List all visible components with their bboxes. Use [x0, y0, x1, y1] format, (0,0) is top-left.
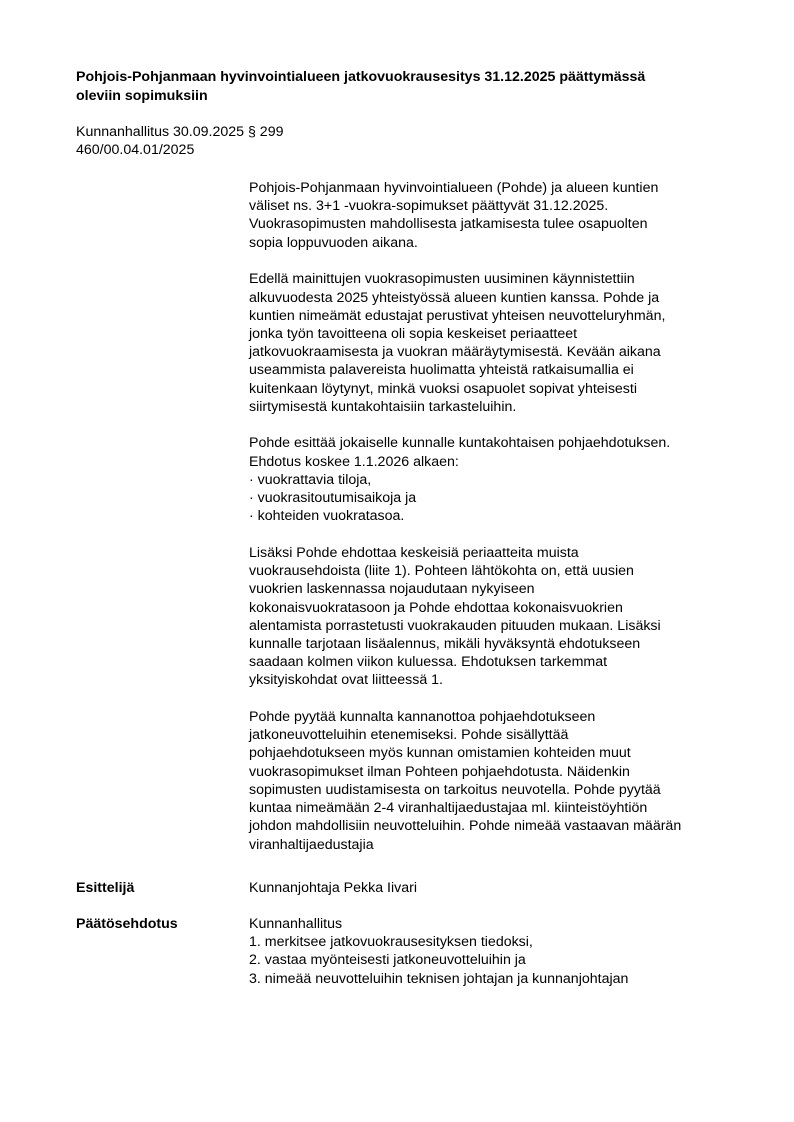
- paragraph-line: Edellä mainittujen vuokrasopimusten uusiminen käynnistettiin: [249, 271, 635, 288]
- list-item: · kohteiden vuokratasoa.: [249, 508, 405, 525]
- paragraph-line: kuntaa nimeämään 2-4 viranhaltijaedustajaa ml. kiinteistöyhtiön: [249, 800, 648, 817]
- paragraph-line: Ehdotus koskee 1.1.2026 alkaen:: [249, 453, 459, 470]
- paragraph-terms: [249, 544, 749, 690]
- meeting-meta: [76, 123, 283, 159]
- proposal-item: 1. merkitsee jatkovuokrausesityksen tiedoksi,: [249, 934, 533, 951]
- paragraph-line: vuokrausehdoista (liite 1). Pohteen lähtökohta on, että uusien: [249, 563, 634, 580]
- paragraph-line: sopia loppuvuoden aikana.: [249, 234, 418, 251]
- presenter-value: Kunnanjohtaja Pekka Iivari: [249, 880, 417, 896]
- paragraph-intro: [249, 179, 749, 252]
- proposal-line: Kunnanhallitus: [249, 916, 343, 932]
- title-line-2: oleviin sopimuksiin: [76, 87, 208, 104]
- list-item: · vuokrattavia tiloja,: [249, 471, 372, 488]
- body-text: [249, 179, 749, 872]
- paragraph-line: alentamista porrastetusti vuokrakauden pituuden mukaan. Lisäksi: [249, 617, 661, 634]
- decision-proposal-label: Päätösehdotus: [76, 916, 178, 932]
- paragraph-line: johdon mahdollisiin neuvotteluihin. Pohde nimeää vastaavan määrän: [249, 818, 682, 835]
- paragraph-line: Lisäksi Pohde ehdottaa keskeisiä periaatteita muista: [249, 544, 579, 561]
- paragraph-line: väliset ns. 3+1 -vuokra-sopimukset päättyvät 31.12.2025.: [249, 198, 609, 215]
- paragraph-line: useammista palavereista huolimatta yhteistä ratkaisumallia ei: [249, 362, 634, 379]
- title-line-1: Pohjois-Pohjanmaan hyvinvointialueen jatkovuokrausesitys 31.12.2025 päättymässä: [76, 69, 646, 85]
- paragraph-line: vuokrien laskennassa nojaudutaan nykyiseen: [249, 581, 535, 598]
- paragraph-line: pohjaehdotukseen myös kunnan omistamien kohteiden muut: [249, 745, 631, 762]
- paragraph-line: jonka työn tavoitteena oli sopia keskeiset periaatteet: [249, 325, 578, 342]
- paragraph-line: kuitenkaan löytynyt, minkä vuoksi osapuolet sopivat yhteisesti: [249, 380, 637, 397]
- paragraph-line: sopimusten uudistamisesta on tarkoitus neuvotella. Pohde pyytää: [249, 781, 661, 798]
- list-item: · vuokrasitoutumisaikoja ja: [249, 490, 417, 507]
- paragraph-line: Pohde pyytää kunnalta kannanottoa pohjaehdotukseen: [249, 709, 596, 726]
- paragraph-line: viranhaltijaedustajia: [249, 836, 374, 853]
- paragraph-line: kuntien nimeämät edustajat perustivat yhteisen neuvotteluryhmän,: [249, 307, 666, 324]
- paragraph-line: siirtymisestä kuntakohtaisiin tarkasteluihin.: [249, 398, 517, 415]
- proposal-item: 3. nimeää neuvotteluihin teknisen johtajan ja kunnanjohtajan: [249, 970, 629, 987]
- paragraph-line: kokonaisvuokratasoon ja Pohde ehdottaa kokonaisvuokrien: [249, 599, 623, 616]
- meeting-reference: Kunnanhallitus 30.09.2025 § 299: [76, 124, 284, 140]
- paragraph-line: jatkoneuvotteluihin etenemiseksi. Pohde sisällyttää: [249, 727, 569, 744]
- paragraph-line: kunnalle tarjotaan lisäalennus, mikäli hyväksyntä ehdotukseen: [249, 635, 641, 652]
- proposal-item: 2. vastaa myönteisesti jatkoneuvotteluihin ja: [249, 952, 526, 969]
- paragraph-line: Pohjois-Pohjanmaan hyvinvointialueen (Pohde) ja alueen kuntien: [249, 180, 659, 196]
- paragraph-request: [249, 708, 749, 854]
- record-number: 460/00.04.01/2025: [76, 142, 195, 159]
- paragraph-line: vuokrasopimukset ilman Pohteen pohjaehdotusta. Näidenkin: [249, 763, 630, 780]
- paragraph-proposal-items: [249, 434, 749, 525]
- decision-proposal-content: [249, 915, 749, 988]
- paragraph-line: Pohde esittää jokaiselle kunnalle kuntakohtaisen pohjaehdotuksen.: [249, 435, 671, 452]
- paragraph-line: saadaan kolmen viikon kuluessa. Ehdotuksen tarkemmat: [249, 654, 608, 671]
- paragraph-line: Vuokrasopimusten mahdollisesta jatkamisesta tulee osapuolten: [249, 216, 648, 233]
- paragraph-line: alkuvuodesta 2025 yhteistyössä alueen kuntien kanssa. Pohde ja: [249, 289, 660, 306]
- paragraph-line: jatkovuokraamisesta ja vuokran määräytymisestä. Kevään aikana: [249, 344, 661, 361]
- paragraph-line: yksityiskohdat ovat liitteessä 1.: [249, 672, 443, 689]
- paragraph-background: [249, 270, 749, 416]
- document-title: [76, 68, 756, 105]
- presenter-label: Esittelijä: [76, 880, 135, 896]
